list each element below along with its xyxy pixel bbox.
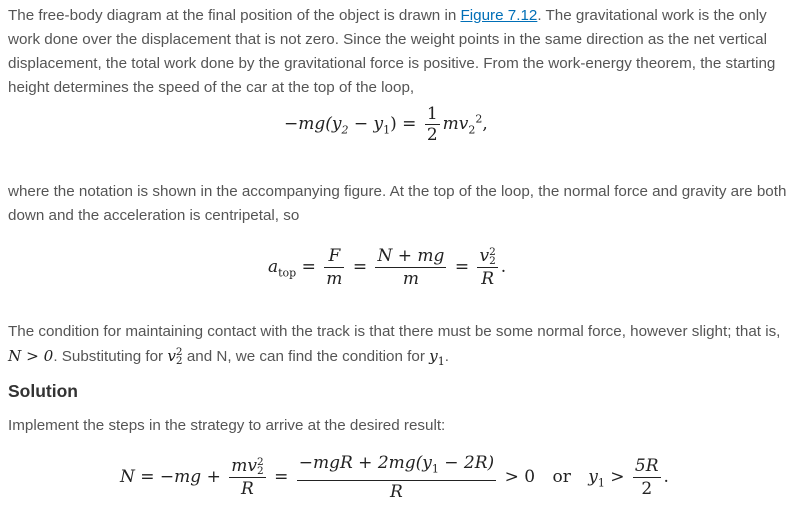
eq3-frac2-num: [297, 452, 496, 481]
eq1-comma: ,: [482, 114, 488, 134]
eq2-equals-2: =: [352, 257, 368, 277]
condition-text-3: and N, we can find the condition for: [182, 348, 430, 365]
intro-text-start: The free-body diagram at the final position of the object is drawn in: [8, 7, 461, 24]
eq3-num-sub: 1: [431, 462, 439, 476]
eq2-a: a: [268, 257, 279, 277]
eq2-v-sup: 2: [489, 245, 496, 258]
eq2-frac2-den: m: [402, 269, 420, 289]
condition-v-sub: 2: [175, 355, 183, 367]
solution-heading: Solution: [8, 381, 78, 401]
condition-inequality: N > 0: [8, 347, 54, 365]
eq3-mv-sup: 2: [256, 455, 264, 468]
eq3-frac-5r-over-2: [633, 455, 661, 500]
condition-v-sup: 2: [175, 346, 183, 358]
paragraph-notation: where the notation is shown in the accompanying figure. At the top of the loop, the normal force and gravity are both down and the acceleration is centripetal, so: [8, 183, 787, 224]
condition-text-1: The condition for maintaining contact with the track is that there must be some normal force, however slight; that is,: [8, 323, 781, 340]
eq1-sub1: 1: [383, 123, 391, 137]
eq2-frac-n-plus-mg: [375, 245, 446, 290]
eq1-rhs: mv: [442, 114, 469, 134]
equation-solution: [120, 452, 669, 503]
intro-text-end: . The gravitational work is the only work done over the displacement that is not zero. Since the weight points in the same direction as the net vertical displacement, the total work done by the gravitational force is positive. From the work-energy theorem, the starting height determines the speed of the car at the top of the loop,: [8, 7, 776, 96]
eq2-v-sub: 2: [489, 254, 496, 267]
condition-v: v: [167, 347, 176, 365]
eq2-period: .: [500, 257, 507, 277]
eq3-y-sub: 1: [597, 476, 605, 490]
eq2-a-sub: top: [278, 266, 297, 280]
eq1-frac-den: 2: [426, 125, 438, 145]
condition-v-scripts: [176, 348, 183, 366]
eq2-v: v: [479, 246, 490, 266]
eq3-mv-sub: 2: [256, 464, 264, 477]
eq3-gt: >: [610, 467, 625, 488]
equation-work-energy: [284, 104, 488, 145]
eq1-minus: − y: [348, 114, 384, 134]
eq3-y: y: [588, 467, 598, 488]
eq1-sub2: 2: [341, 123, 349, 137]
eq3-num-end: − 2R): [438, 453, 495, 473]
equation-centripetal: [268, 245, 506, 290]
paragraph-intro: [8, 4, 793, 100]
eq2-frac3-den: R: [481, 269, 495, 289]
paragraph-condition: [8, 320, 793, 374]
condition-y-sub: 1: [437, 355, 445, 369]
eq3-period: .: [663, 467, 669, 488]
figure-link[interactable]: Figure 7.12: [460, 7, 538, 24]
eq3-lhs: N = −mg +: [120, 467, 221, 488]
eq1-rhs-sub: 2: [468, 123, 476, 137]
paragraph-implement: Implement the steps in the strategy to arrive at the desired result:: [8, 417, 446, 434]
eq3-frac1-den: R: [241, 479, 254, 500]
eq2-frac1-num: F: [324, 245, 344, 268]
eq3-or: or: [552, 467, 571, 488]
eq2-frac2-num: N + mg: [377, 246, 445, 266]
eq3-mv: mv: [231, 456, 257, 477]
condition-y: y: [429, 347, 438, 365]
eq3-gt-zero: > 0: [504, 467, 536, 488]
eq3-frac3-num: 5R: [634, 456, 659, 477]
eq1-rhs-sup: 2: [475, 112, 483, 126]
eq2-frac1-den: m: [326, 269, 343, 289]
condition-y1: [429, 347, 445, 369]
eq3-frac-main: [297, 452, 496, 503]
eq1-lhs: −mg(y: [284, 114, 342, 134]
condition-v2: [167, 347, 182, 365]
eq3-frac3-den: 2: [641, 479, 653, 500]
eq3-frac-mv2-over-r: [229, 455, 265, 500]
eq2-equals-1: =: [301, 257, 316, 277]
eq1-rparen: ) =: [390, 114, 417, 134]
eq2-v-scripts: [489, 245, 496, 267]
eq2-frac3-num: [477, 245, 497, 268]
eq3-equals: =: [274, 467, 289, 488]
eq3-mv-scripts: [256, 455, 264, 477]
eq1-fraction: [425, 104, 440, 145]
eq1-frac-num: 1: [426, 104, 438, 124]
eq3-num-start: −mgR + 2mg(y: [298, 453, 432, 473]
condition-text-2: . Substituting for: [53, 348, 168, 365]
eq2-frac-f-over-m: [324, 245, 344, 290]
eq3-frac1-num: [229, 455, 265, 478]
eq2-equals-3: =: [454, 257, 470, 277]
eq3-frac2-den: R: [390, 482, 403, 503]
eq2-frac-v2-over-r: [477, 245, 497, 290]
condition-text-4: .: [444, 348, 449, 365]
